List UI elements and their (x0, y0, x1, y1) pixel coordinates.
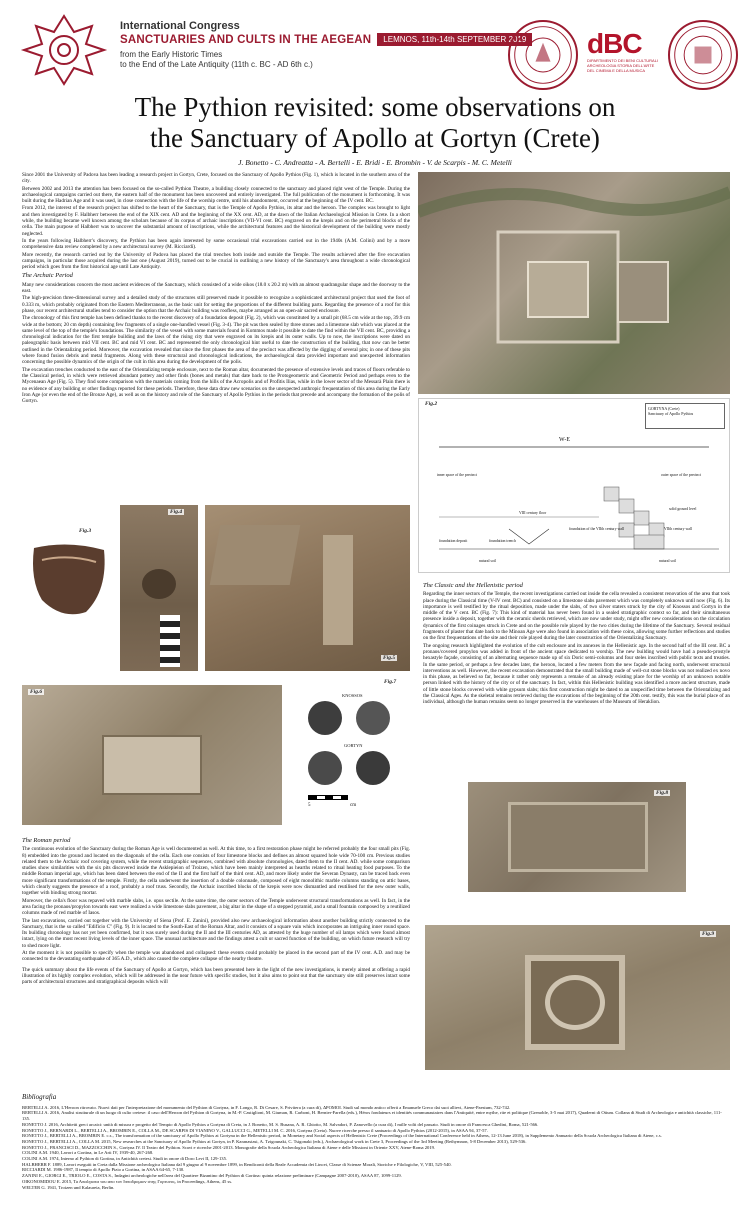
fig2-label: Fig.2 (425, 401, 438, 407)
fig8-label: Fig.8 (656, 790, 669, 796)
bibliography-title: Bibliografia (22, 1093, 57, 1101)
scale-value: 5 (308, 803, 311, 808)
university-padova-seal-icon (668, 20, 738, 90)
fig3-label: Fig.3 (79, 528, 92, 534)
vessel-icon (22, 520, 115, 670)
fig5-trench-photo (205, 505, 410, 671)
fig4-pit-photo (120, 505, 198, 671)
coin-icon (308, 701, 342, 735)
header (0, 0, 750, 90)
archaic-title: The Archaic Period (22, 272, 73, 280)
fig7-coins (290, 675, 410, 825)
fig2-label-solid: solid ground level (669, 507, 697, 511)
fig2-title-block: GORTYNA (Crete) Sanctuary of Apollo Pythios (645, 403, 725, 429)
fig2-label-trench: foundation trench (489, 539, 516, 543)
fig8-pits-photo (468, 782, 686, 892)
fig2-label-soil-1: natural soil (479, 559, 496, 563)
fig2-label-deposit: foundation deposit (439, 539, 468, 543)
congress-place: LEMNOS, 11th-14th SEPTEMBER 2019 (377, 33, 532, 46)
fig6-label: Fig.6 (30, 689, 43, 695)
fig4-label: Fig.4 (170, 509, 183, 515)
conclusion: The quick summary about the life events of the Sanctuary of Apollo at Gortyn, which has been presented here in the light of the new investigations, is merely aimed at offering a rapid illustration of its highly complex evolution, which will be addressed in the near future with specific studies, but it also aims to point out that the sanctuary site still preserves intact some parts of architectural structures and stratigraphical deposits which will (22, 966, 410, 986)
coin-icon (356, 751, 390, 785)
fig2-label-wall: VIIth century wall (664, 527, 693, 531)
fig7-label: Fig.7 (384, 679, 397, 685)
fig2-axis-label: W-E (559, 437, 570, 443)
roman-text: The Roman period The continuous evolution of the Sanctuary during the Roman Age is well documented as well. At this time, to a first restoration phase might be referred probably the four small pits (Fig. 8) embedded into the ground and located on the diagonals of the cella. Each one consists of four limestone blocks and defines an almost squared hole wide 70-100 cm. Previous studies related them to the Archaic roof covering system, while the recent stratigraphic sequences, combined with absolute chronologies, dated them to the II cent. AD. while some comparison studies show similarities with the six pits discovered inside the Asklepieion of Troizen, which have been mainly interpreted as hearths related to ritual heating food purposes. To the middle Roman imperial age, which has been dated between the end of the II and the first half of the third cent. AD, and more likely under the Severan Dynasty, can be traced back even more significant transformations of the temple. Firstly, the cella underwent the insertion of a double colonnade, composed of eight monolithic marble columns standing on attic bases, which clearly suggests the presence of a roof, probably a roof truss. Secondly, the Archaic inscribed blocks of the krepis were now dismantled and reutilised for the new outer walls, together with binding strong mortar. Moreover, the cella's floor was repaved with marble slabs, i.e. opus sectile. At the same time, the outer sectors of the Temple underwent structural transformations as well. In fact, in the area facing the pronaos/propylon towards east were realized a wide limestone slabs pavement, a big altar in the shape of a stepped pyramid, and a small fountain composed by a reutilized columns made of red marble of Iasos. The last excavations, carried out together with the University of Siena (Prof. E. Zanini), provided also new archaeological information about another building strictly connected to the Sanctuary, that is the so called "Edificio C" (Fig. 9). It is located to the South-East of the Roman Altar, and it consists of a square vain which incorporates an intriguing inner round space. Its building chronology has not yet been confirmed, but it was surely used during the II and the III centuries AD, as attested by the huge number of oil lamps which were found almost intact, lying on the most recent living levels of the inner space. The unusual architecture and the findings attest a cult or sacred function of the building, on which future research will try to shed more light. At the moment it is not possible to specify when the temple was abandoned and collapsed: these events could probably be placed in the second part of the IV cent. A.D. and may be connected to the devastating earthquake of 365 A.D., which also caused the complete collapse of the nearby theatre. The quick summary about the life events of the Sanctuary of Apollo at Gortyn, which has been presented here in the light of the new investigations, is merely aimed at offering a rapid illustration of its highly complex evolution, which will be addressed in the near future with specific studies, but it also aims to point out that the sanctuary site still preserves intact some parts of architectural structures and stratigraphical deposits which will (22, 837, 410, 986)
poster-title: The Pythion revisited: some observations on the Sanctuary of Apollo at Gortyn (Crete) (134, 92, 616, 153)
intro-text: Since 2001 the University of Padova has been leading a research project in Gortyn, Crete, focused on the Sanctuary of Apollo Pythios (Fig. 1), which is located in the southern area of the city. Between 2002 and 2013 the attention has been focused on the so-called Pythion Theatre, a building closely connected to the sanctuary and placed right west of the Temple. During the archaeological campaigns carried out there, the eastern half of the monument has been uncovered and entirely investigated. The full publication of the monument is forthcoming. It was built during the Hadrian Age and it was used, in close connection with the life of the worship centre, until his abandonment, occurred at the beginning of the IV cent. BC. From 2012, the interest of the research project has shifted to the heart of the Sanctuary, that is the Temple of Apollo Pythios, its altar and the heroon. The complex was brought to light and then investigated by F. Halbherr between the end of the XIX cent. AD and the beginning of the XX cent. AD, at the dawn of the Italian Archaeological Mission in Crete. In a short while, the building became well known among the scholars because of its corpus of archaic inscriptions (VII-VI cent. BC) engraved on the krepis and on the perimetral blocks of the cella. The main purpose of Halbherr was to uncover the substantial amount of inscriptions, while the architectural features and the historical development of the building were mostly neglected. In the years following Halbherr's discovery, the Pythion has been again interested by some occasional trial excavations carried out in the 1940s (A.M. Colini) and by a more comprehensive data review completed by a new architectural survey (M. Ricciardi). More recently, the research carried out by the University of Padova has placed the trial trenches both inside and outside the Temple. The results achieved after the five excavation campaigns, in particular those acquired during the last one (August 2019), turned out to be crucial in outlining a new history of the Sanctuary's area throughout a wide chronological period which goes from the first historical age until Late Antiquity. The Archaic Period Many new considerations concern the most ancient evidences of the Sanctuary, which consisted of a wide oikos (18.0 x 20.2 m) with an almost quadrangular shape and the doorway to the east. The high-precision three-dimensional survey and a detailed study of the structures still preserved made it possible to recognize a sophisticated architectural project that used the foot of 0.333 m, which probably originated from the Eastern Mediterranean, as the basic unit for setting the proportions of the different building parts. Regarding the presence of a roof for this phase, our recent architectural studies tend to consider the option that the Archaic building was roofless, maybe arranged as an open-air sacred enclosure. The chronology of this first temple has been defined thanks to the recent discovery of a foundation deposit (Fig. 2), which was constituted by a small pit (68.5 cm wide at the top, 39.9 cm wide at the bottom; 20 cm depth) containing few fragments of a single one-handled vessel (Fig. 3-4). The pit was then sealed by three stones and a limestone slab which was placed at the same level of the top of the temple's foundations. The similarity of the vessel with some materials found in Kommos made it possible to date the find within the VII cent. BC, providing a chronological indication for the first temple building and the laws of the rising city that were engraved on its krepis and its outer walls. Up to now, the inscriptions were dated on paleographic basis between mid VII cent. BC and mid VI cent. BC and represented the only chronological hint useful to date the construction of the building, that now can be better outlined in the Orientalizing period. Moreover, the excavation revealed that since the first phases the area of the precinct was affected by the digging of several pits; in one of these pits where found fusion debris and metal fragments. Along with these structural and chronological indications, the archaeological data provided important and unexpected information concerning the possible dynamics of the origin of the cult in this area during the development of the polis. The excavation trenches conducted to the east of the Orientalizing temple enclosure, next to the Roman altar, documented the presence of extensive levels and traces of floors referable to the Classical period, in which were retrieved abundant pottery and other finds (bones and metals) that date back to the Protogeometric and Geometric Period and perhaps even to the Mycenaean Age (Fig. 5). They find some comparison with the materials coming from the hills of the Acropolis and of Profitis Ilias, while in the lower sector of the Messarà Plain there is no evidence of any building or other findings reported for these periods. Therefore, these data draw new scenarios on the unexpected anthropic frequentation of this area during the Early Iron Age (or even the end of the Bronze Age), as well as on the history and role of the Sanctuary of Apollo Pythios in the periods that precede and accompany the formation of the polis of Gortyn. (22, 172, 410, 405)
section-lines (419, 399, 731, 574)
fig2-label-inner: inner space of the precinct (437, 473, 478, 477)
fig7-knossos-label: KNOSSOS (342, 693, 363, 698)
congress-subtitle-1: from the Early Historic Times (120, 50, 223, 59)
fig7-gortyn-label: GORTYN (344, 743, 363, 748)
classic-text: The Classic and the Hellenistic period Regarding the inner sectors of the Temple, the recent investigations carried out inside the cella revealed a consistent renovation of the area that took place during the Classical time (V-IV cent. BC) and consisted on a limestone slabs pavement which was completely unknown until now (Fig. 6). Its importance is well testified by the ritual deposition, made under the slabs, of two silver staters struck by the city of Knossos and Gortyn in the middle of the V cent. BC (Fig. 7): This kind of material has never been found in a sealed stratigraphic context so far, and their simultaneous presence inside a deposit, together with the ceramic sherds retrieved, which are now under study, might offer new considerations on the circulation dynamics of the first coinages struck in Crete and on the possible role played by the two cities during the lifetime of the Sanctuary. Several residual fragments of plaster that date back to the Minoan Age were also found in association with these coins, allowing some further reflections and studies on the first frequentations of the site and their role played during the later construction of the Orientalizing Sanctuary. The ongoing research highlighted the evolution of the cult enclosure and its annexes in the Hellenistic age. In the second half of the III cent. BC a pronaos/covered propylon was added in front of the ancient space dedicated to worship. The new building would have had a pseudo-prostyle hexastyle façade, consisting of an alternating sequence made up of six Doric semi-columns and four steles inscribed with public texts and treaties. In the same period, or perhaps a few decades later, the heroon, located a few meters from the new façade and facing north, underwent structural interventions as well. However, the recent excavation demonstrated that the small building made of well-cut stone blocks was not realized ex novo in this phase, as believed so far, because it rather only represents a remake of an already existing place for the worship of an unknown notable person linked with the history of the city or of the sanctuary. In fact, within this Hellenistic building was identified a more ancient structure, made of little stone blocks covered with white gypsum slabs; this first construction might be dated to an unspecified time between the Orientalizing and the Classical Ages. As the skeletal remains retrieved during the excavations of the beginning of the 20th cent. testify, this was the burial place of an individual, although the human remains seem no longer preserved in the warehouses of the Museum of Heraklion. (423, 582, 730, 706)
fig2-section-drawing (418, 398, 730, 573)
fig6-cella-photo (22, 685, 282, 825)
fig9-label: Fig.9 (702, 931, 715, 937)
italian-archaeological-school-seal-icon (508, 20, 578, 90)
dbc-logo: dBC DIPARTIMENTO DEI BENI CULTURALI ARCHEOLOGIA STORIA DELL'ARTE DEL CINEMA E DELLA MUSICA (587, 28, 659, 73)
scale-unit: cm (350, 803, 357, 808)
classic-title: The Classic and the Hellenistic period (423, 582, 523, 589)
authors: J. Bonetto - C. Andreatta - A. Bertelli - E. Bridi - E. Brombin - V. de Scarpis - M. C. Metelli (238, 158, 512, 167)
fig3-vessel (22, 520, 115, 670)
coin-icon (356, 701, 390, 735)
congress-subtitle-2: to the End of the Late Antiquity (11th c. BC - AD 6th c.) (120, 60, 313, 69)
fig1-aerial-photo (418, 172, 730, 394)
fig2-label-soil-2: natural soil (659, 559, 676, 563)
congress-title: SANCTUARIES AND CULTS IN THE AEGEAN (120, 33, 372, 46)
aerial-structures (418, 172, 730, 394)
congress-logo-icon (18, 12, 110, 88)
roman-title: The Roman period (22, 837, 71, 844)
scale-bar (308, 795, 348, 800)
fig2-label-floor: VIII century floor (519, 511, 547, 515)
coin-icon (308, 751, 342, 785)
bibliography: Bibliografia BERTELLI A. 2016, L'Heroon ritrovato. Nuovi dati per l'interpretazione del monumento del Pythion di Gortyna, in F. Longo, R. Di Cesare, S. Privitera (a cura di), ΔΡΟΜΟΙ. Studi sul mondo antico offerti a Emanuele Greco dai suoi allievi, Atene-Paestum, 732-742. BERTELLI A. 2016, Analisi strutturale di un luogo di culto cretese: il caso dell'Heroon del Pythion di Gortyna, in M.-P. Castiglioni, M. Giuman, R. Carboni, H. Bernier-Farella (eds.), Héros fondateurs et identités communautaires dans l'Antiquité, entre mythe, rite et politique (Grenoble, 3-5 mai 2017), Quaderni di Otium. Collana di Studi di Archeologia e antichità classiche, 111-135. BONETTO J. 2016, Architetti greci arcaici: unità di misura e progetto del Tempio di Apollo Pythios a Gortyna di Creta, in J. Bonetto, M. S. Busana, A. R. Ghiotto, M. Salvadori, P. Zanovello (a cura di), I mille volti del passato. Studi in onore di Francesca Ghedini, Roma, 521-566. BONETTO J., BERNARDI L., BERTELLI A., BROMBIN E., COLLA M., DE SCARPIS DI VIANINO V., GALLUCCI G., METELLI M. C. 2016, Gortyna (Creta). Nuove ricerche presso il santuario di Apollo Pythios (2012-2015), in ASAA 94, 37-57. BONETTO J., BERTELLI A., BROMBIN E. c.s., The transformation of the sanctuary of Apollo Pythios at Gortyna in the Hellenistic period, in Monetary and Social aspects of Hellenistic Crete (Proceedings of the International Conference held in Athens, 12-13 June 2018), in Supplemento Annuario della Scuola Archeologica Italiana di Atene, c.s. BONETTO J., BERTELLI A., COLLA M. 2015, New researches at the Sanctuary of Apollo Pythios at Gortyn, in P. Karanastasi, A. Tzigounaki, C. Tsigonaki (eds.), Archaeological work in Crete 3, Proceedings of the 3rd Meeting (Rethymnon, 5-8 December 2013), 529-536. BONETTO J., FRANCISCI D., MAZZOCCHIN S., Gortyna IV. Il Teatro del Pythion. Scavi e ricerche 2001-2013. Monografie della Scuola Archeologica Italiana di Atene e delle Missioni in Oriente XXV, Atene-Roma 2019. COLINI A.M. 1940, Lavori a Gortina, in Le Arti IV, 1939-40, 267-268. COLINI A.M. 1974, Interno al Pythion di Gortina, in Antichità cretesi. Studi in onore di Doro Levi II, 129-135. HALBHERR F. 1889, Lavori eseguiti in Creta dalla Missione archeologica Italiana dal 9 giugno al 9 novembre 1899, in Rendiconti della Reale Accademia dei Lincei, Classe di Scienze Morali, Storiche e Filologiche, V, VIII, 525-540. RICCIARDI M. 1986-1987, Il tempio di Apollo Pizio a Gortina, in ASAA 64-65, 7-130. ZANINI E., GIORGI E., TRIOLO E., COSTA S., Indagini archeologiche nell'area del Quartiere Bizantino del Pythion di Gortina: quinta relazione preliminare (Campagne 2007-2010), ASAA 87, 1099-1129. OIKONOMIDOU E. 2015, Ta Aπαλγιατα του απο τον Ιπποδρομιον στης Γορτυνος, in Proceedings, Athens, 45 ss. WELTER G. 1941, Troizen und Kalaureia, Berlin. (22, 1095, 728, 1190)
fig5-label: Fig.5 (383, 655, 396, 661)
congress-label: International Congress (120, 20, 240, 32)
fig2-label-foundation: foundation of the VIIth century wall (569, 527, 625, 531)
fig9-edificio-c-photo (425, 925, 730, 1070)
fig2-label-outer: outer space of the precinct (661, 473, 702, 477)
